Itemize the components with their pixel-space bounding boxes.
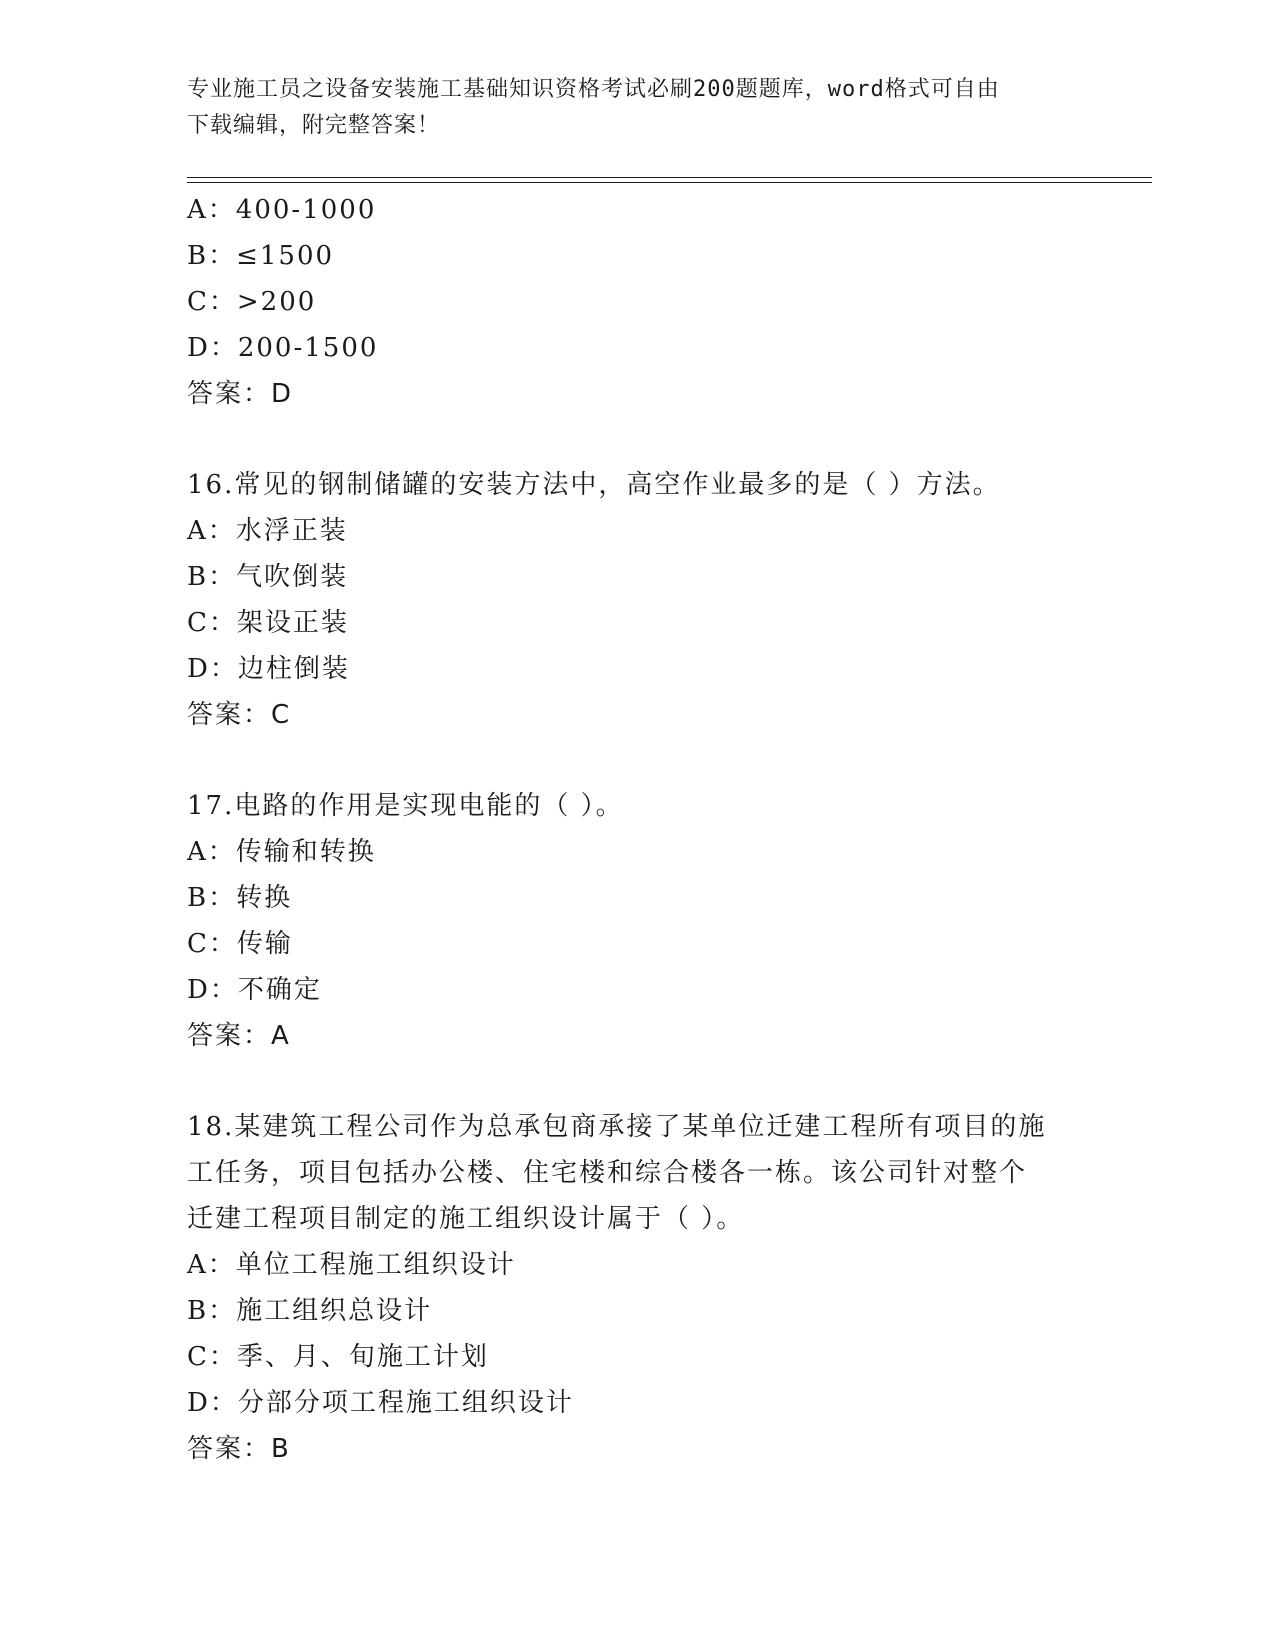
option-d: D：200-1500: [187, 333, 379, 363]
answer: 答案：A: [187, 1021, 291, 1051]
question-18: [187, 1104, 1087, 1472]
option-a: A：传输和转换: [187, 837, 376, 867]
document-header: [187, 72, 1067, 144]
question-stem-line-1: 18.某建筑工程公司作为总承包商承接了某单位迁建工程所有项目的施: [187, 1112, 1047, 1142]
header-divider-bottom: [187, 182, 1152, 183]
question-stem: 17.电路的作用是实现电能的（ ）。: [187, 791, 624, 821]
header-divider-top: [187, 177, 1152, 178]
question-16: [187, 462, 1087, 738]
answer: 答案：C: [187, 700, 292, 730]
option-c: C：季、月、旬施工计划: [187, 1342, 489, 1372]
question-stem: [187, 1104, 1087, 1242]
option-d: D：不确定: [187, 975, 322, 1005]
option-b: B：气吹倒装: [187, 562, 349, 592]
option-c: C：架设正装: [187, 608, 349, 638]
option-a: A：400-1000: [187, 195, 377, 225]
option-a: A：单位工程施工组织设计: [187, 1250, 516, 1280]
question-list: [187, 187, 1087, 1472]
option-c: C：>200: [187, 287, 317, 317]
option-b: B：转换: [187, 883, 293, 913]
answer: 答案：B: [187, 1434, 291, 1464]
option-a: A：水浮正装: [187, 516, 348, 546]
question-17: [187, 783, 1087, 1059]
answer: 答案：D: [187, 379, 294, 409]
header-line-2: 下载编辑，附完整答案！: [187, 113, 441, 138]
question-stem-line-3: 迁建工程项目制定的施工组织设计属于（ ）。: [187, 1204, 745, 1234]
question-stem-line-2: 工任务，项目包括办公楼、住宅楼和综合楼各一栋。该公司针对整个: [187, 1158, 1028, 1188]
header-line-1: 专业施工员之设备安装施工基础知识资格考试必刷200题题库，word格式可自由: [187, 77, 1000, 102]
question-stem: 16.常见的钢制储罐的安装方法中，高空作业最多的是（ ）方法。: [187, 470, 1001, 500]
option-c: C：传输: [187, 929, 293, 959]
option-b: B：施工组织总设计: [187, 1296, 433, 1326]
option-d: D：边柱倒装: [187, 654, 350, 684]
question-15: [187, 187, 1087, 417]
option-d: D：分部分项工程施工组织设计: [187, 1388, 574, 1418]
option-b: B：≤1500: [187, 241, 335, 271]
